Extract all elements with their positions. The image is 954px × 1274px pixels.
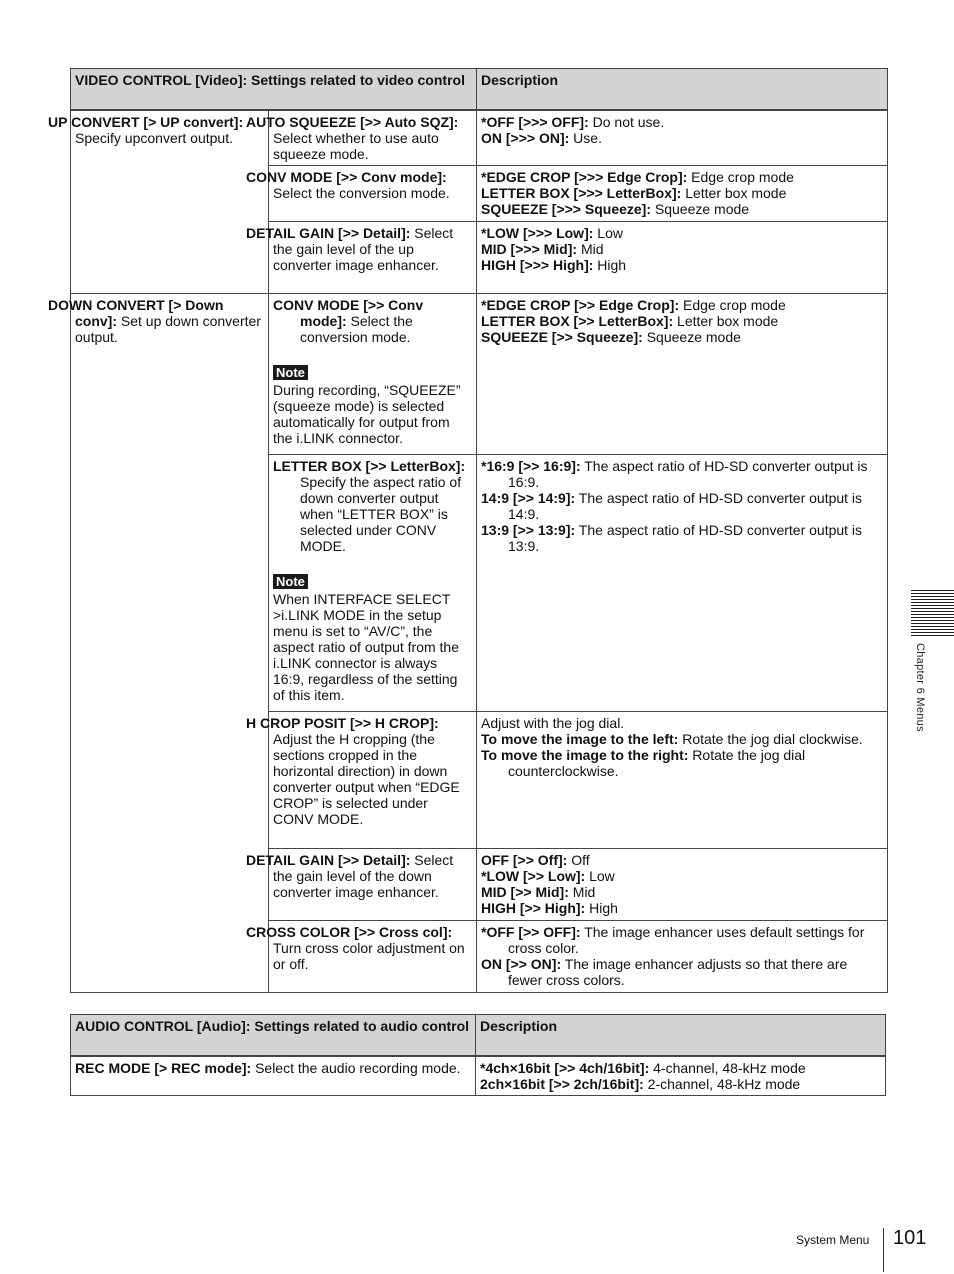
desc-down-conv-mode: *EDGE CROP [>> Edge Crop]: Edge crop mode LETTER BOX [>> LetterBox]: Letter box mode SQUEEZE [>> Squeeze]: Squeeze mode [477,294,888,455]
desc-h-crop-posit: Adjust with the jog dial. To move the image to the left: Rotate the jog dial clockwise. To move the image to the right: Rotate the jog dial counterclockwise. [477,712,888,849]
desc-up-conv-mode: *EDGE CROP [>>> Edge Crop]: Edge crop mode LETTER BOX [>>> LetterBox]: Letter box mode SQUEEZE [>>> Squeeze]: Squeeze mode [477,166,888,222]
setting-down-conv-mode: CONV MODE [>> Conv mode]: Select the conversion mode. Note During recording, “SQUEEZE” (squeeze mode) is selected automatically for output from the i.LINK connector. [269,294,477,455]
group-name-up-convert: UP CONVERT [> UP convert]: Specify upconvert output. [71,110,269,294]
setting-up-detail-gain: DETAIL GAIN [>> Detail]: Select the gain level of the up converter image enhancer. [269,222,477,294]
audio-control-table [70,1014,886,1096]
page-number: 101 [893,1227,927,1249]
setting-down-detail-gain: DETAIL GAIN [>> Detail]: Select the gain level of the down converter image enhancer. [269,849,477,921]
setting-cross-color: CROSS COLOR [>> Cross col]: Turn cross color adjustment on or off. [269,921,477,993]
desc-auto-squeeze: *OFF [>>> OFF]: Do not use. ON [>>> ON]: Use. [477,110,888,166]
setting-letter-box: LETTER BOX [>> LetterBox]: Specify the aspect ratio of down converter output when “LETTER BOX” is selected under CONV MODE. Note When INTERFACE SELECT >i.LINK MODE in the setup menu is set to “AV/C”, the aspect ratio of output from the i.LINK connector is always 16:9, regardless of the setting of this item. [269,455,477,712]
audio-table-header-description: Description [476,1015,886,1056]
chapter-tab-marker [911,590,954,636]
desc-up-detail-gain: *LOW [>>> Low]: Low MID [>>> Mid]: Mid HIGH [>>> High]: High [477,222,888,294]
setting-up-conv-mode: CONV MODE [>> Conv mode]: Select the conversion mode. [269,166,477,222]
note-label: Note [273,574,308,589]
footer-divider [883,1228,884,1272]
desc-letter-box: *16:9 [>> 16:9]: The aspect ratio of HD-SD converter output is 16:9. 14:9 [>> 14:9]: The aspect ratio of HD-SD converter output is 14:9. 13:9 [>> 13:9]: The aspect ratio of HD-SD converter output is 13:9. [477,455,888,712]
setting-h-crop-posit: H CROP POSIT [>> H CROP]: Adjust the H cropping (the sections cropped in the horizontal direction) in down converter output when “EDGE CROP” is selected under CONV MODE. [269,712,477,849]
group-name-down-convert: DOWN CONVERT [> Down conv]: Set up down converter output. [71,294,269,993]
setting-auto-squeeze: AUTO SQUEEZE [>> Auto SQZ]: Select whether to use auto squeeze mode. [269,110,477,166]
video-control-table [48,68,888,993]
note-text: When INTERFACE SELECT >i.LINK MODE in the setup menu is set to “AV/C”, the aspect ratio of output from the i.LINK connector is always 16:9, regardless of the setting of this item. [273,591,459,703]
setting-rec-mode: REC MODE [> REC mode]: Select the audio recording mode. [71,1056,476,1096]
footer-section-label: System Menu [796,1233,870,1247]
desc-cross-color: *OFF [>> OFF]: The image enhancer uses default settings for cross color. ON [>> ON]: The image enhancer adjusts so that there are fewer cross colors. [477,921,888,993]
note-text: During recording, “SQUEEZE” (squeeze mode) is selected automatically for output from the i.LINK connector. [273,382,461,446]
note-label: Note [273,365,308,380]
chapter-tab-label: Chapter 6 Menus [914,643,926,732]
desc-down-detail-gain: OFF [>> Off]: Off *LOW [>> Low]: Low MID [>> Mid]: Mid HIGH [>> High]: High [477,849,888,921]
video-table-header-left: VIDEO CONTROL [Video]: Settings related to video control [71,69,477,110]
desc-rec-mode: *4ch×16bit [>> 4ch/16bit]: 4-channel, 48-kHz mode 2ch×16bit [>> 2ch/16bit]: 2-channel, 48-kHz mode [476,1056,886,1096]
audio-table-header-left: AUDIO CONTROL [Audio]: Settings related to audio control [71,1015,476,1056]
video-table-header-description: Description [477,69,888,110]
